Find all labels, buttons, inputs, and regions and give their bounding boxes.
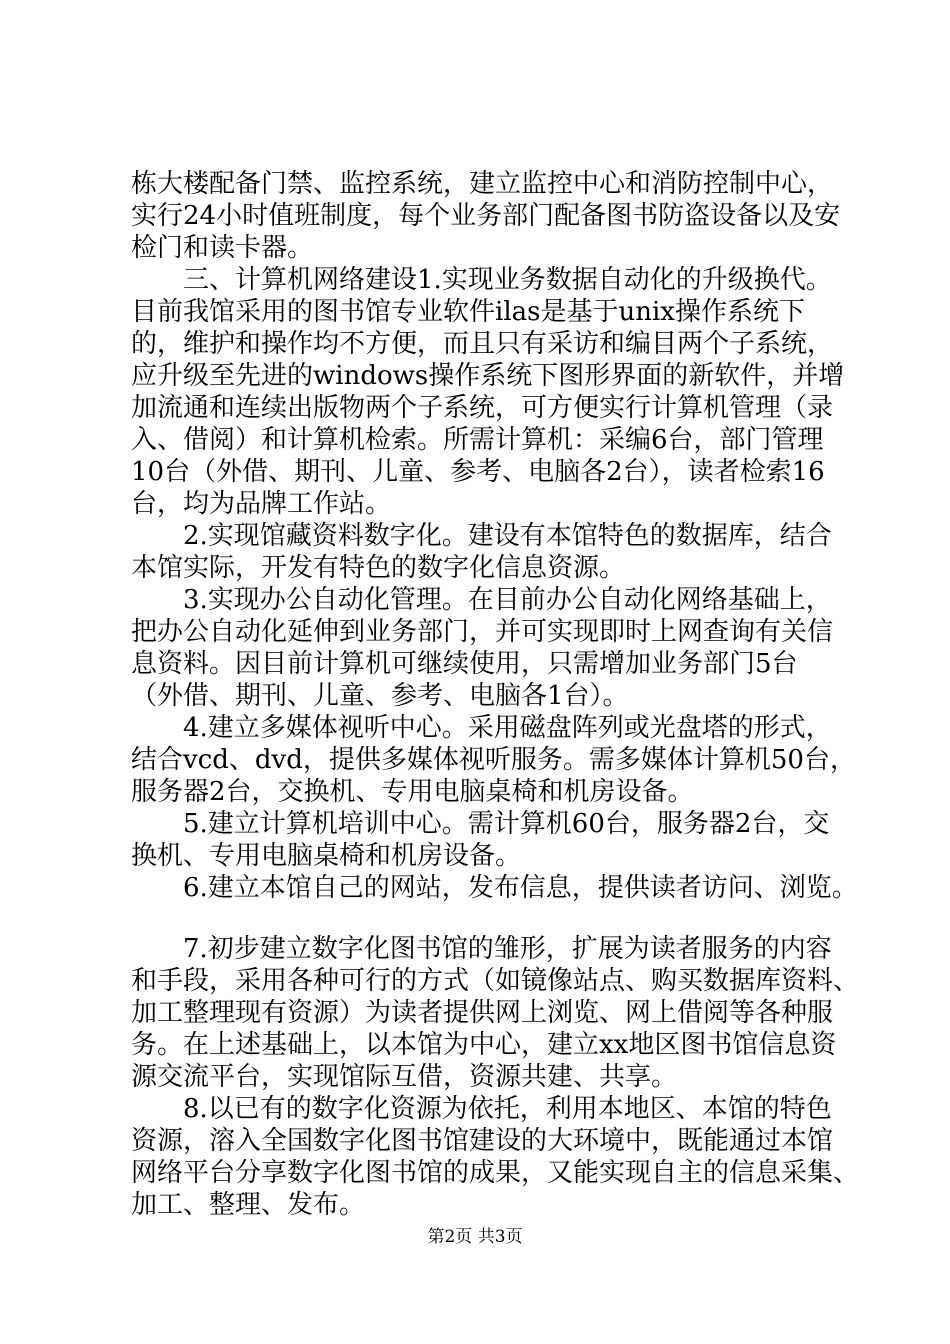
paragraph-first-line: 4.建立多媒体视听中心。采用磁盘阵列或光盘塔的形式，: [183, 713, 832, 743]
text-line: 资源，溶入全国数字化图书馆建设的大环境中，既能通过本馆: [131, 1126, 834, 1156]
text-line: 本馆实际，开发有特色的数字化信息资源。: [131, 553, 626, 583]
text-line: 网络平台分享数字化图书馆的成果，又能实现自主的信息采集、: [131, 1158, 860, 1188]
text-line: 和手段，采用各种可行的方式（如镜像站点、购买数据库资料、: [131, 966, 860, 996]
page-footer: 第2页 共3页: [427, 1227, 523, 1247]
text-line: 务。在上述基础上，以本馆为中心，建立xx地区图书馆信息资: [131, 1030, 837, 1060]
text-line: 加工、整理、发布。: [131, 1190, 366, 1220]
paragraph-gap: [131, 904, 843, 933]
text-line: 应升级至先进的windows操作系统下图形界面的新软件，并增: [131, 361, 845, 391]
text-line: 服务器2台，交换机、专用电脑桌椅和机房设备。: [131, 777, 694, 807]
text-line: 结合vcd、dvd，提供多媒体视听服务。需多媒体计算机50台，: [131, 745, 856, 775]
text-line: （外借、期刊、儿童、参考、电脑各1台）。: [131, 681, 629, 711]
paragraph-first-line: 2.实现馆藏资料数字化。建设有本馆特色的数据库，结合: [183, 521, 832, 551]
text-line: 10台（外借、期刊、儿童、参考、电脑各2台），读者检索16: [131, 457, 825, 487]
text-line: 实行24小时值班制度，每个业务部门配备图书防盗设备以及安: [131, 201, 841, 231]
text-line: 入、借阅）和计算机检索。所需计算机：采编6台，部门管理: [131, 425, 824, 455]
paragraph-first-line: 三、计算机网络建设1.实现业务数据自动化的升级换代。: [183, 265, 832, 295]
text-line: 的，维护和操作均不方便，而且只有采访和编目两个子系统，: [131, 329, 834, 359]
paragraph-first-line: 3.实现办公自动化管理。在目前办公自动化网络基础上，: [183, 585, 832, 615]
text-line: 台，均为品牌工作站。: [131, 489, 392, 519]
text-line: 换机、专用电脑桌椅和机房设备。: [131, 841, 522, 871]
text-line: 把办公自动化延伸到业务部门，并可实现即时上网查询有关信: [131, 617, 834, 647]
text-line: 栋大楼配备门禁、监控系统，建立监控中心和消防控制中心，: [131, 169, 834, 199]
text-line: 息资料。因目前计算机可继续使用，只需增加业务部门5台: [131, 649, 798, 679]
text-line: 加工整理现有资源）为读者提供网上浏览、网上借阅等各种服: [131, 998, 834, 1028]
text-line: 检门和读卡器。: [131, 233, 314, 263]
paragraph-first-line: 8.以已有的数字化资源为依托，利用本地区、本馆的特色: [183, 1094, 832, 1124]
text-line: 加流通和连续出版物两个子系统，可方便实行计算机管理（录: [131, 393, 834, 423]
paragraph-first-line: 5.建立计算机培训中心。需计算机60台，服务器2台，交: [183, 809, 830, 839]
paragraph-first-line: 6.建立本馆自己的网站，发布信息，提供读者访问、浏览。: [183, 873, 858, 903]
paragraph-first-line: 7.初步建立数字化图书馆的雏形，扩展为读者服务的内容: [183, 934, 832, 964]
text-line: 源交流平台，实现馆际互借，资源共建、共享。: [131, 1062, 678, 1092]
document-body: [131, 168, 860, 1221]
text-line: 目前我馆采用的图书馆专业软件ilas是基于unix操作系统下: [131, 297, 805, 327]
